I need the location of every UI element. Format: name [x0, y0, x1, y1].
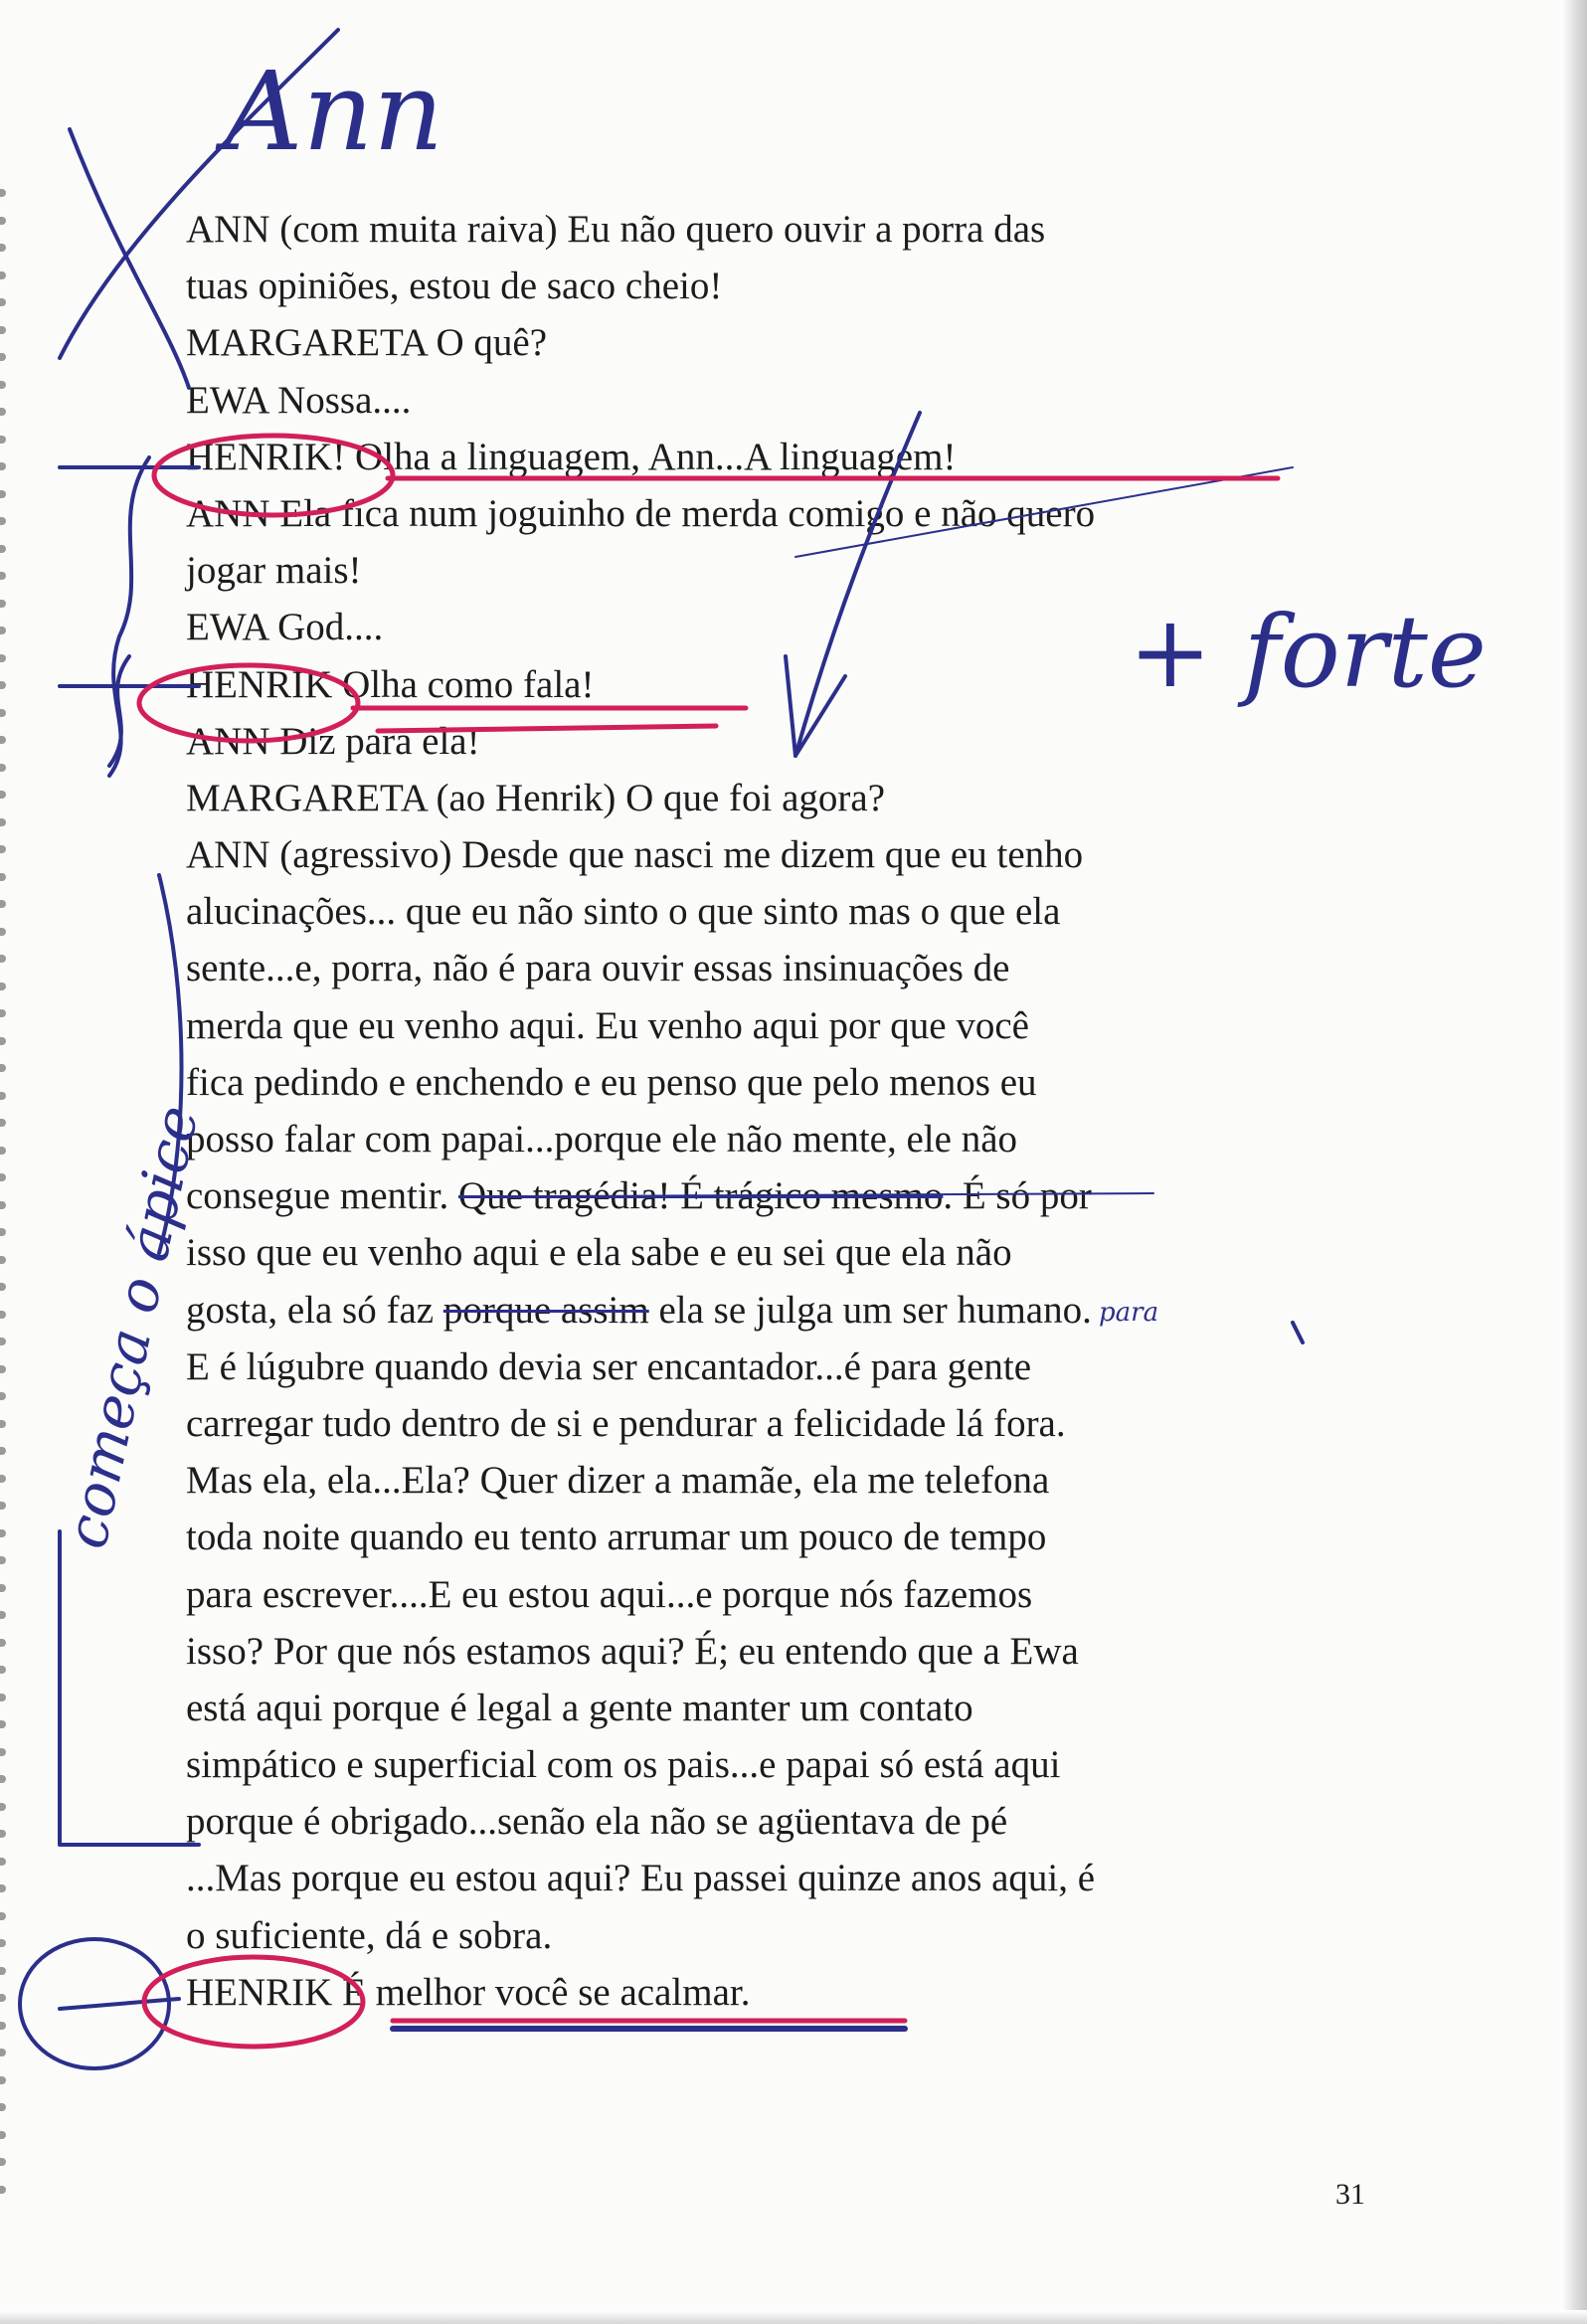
binding-hole — [0, 1119, 6, 1127]
script-line: alucinações... que eu não sinto o que sinto mas o que ela — [186, 890, 1061, 934]
line-text: . É só por — [943, 1174, 1092, 1218]
script-line: carregar tudo dentro de si e pendurar a felicidade lá fora. — [186, 1401, 1066, 1445]
binding-hole — [0, 1666, 6, 1674]
binding-hole — [0, 1064, 6, 1072]
binding-hole — [0, 189, 6, 197]
script-line: sente...e, porra, não é para ouvir essas insinuações de — [186, 947, 1010, 990]
script-line: tuas opiniões, estou de saco cheio! — [186, 265, 723, 308]
script-line: ANN Diz para ela! — [186, 719, 480, 763]
binding-hole — [0, 2186, 6, 2194]
page-number: 31 — [1335, 2178, 1365, 2211]
binding-hole — [0, 1201, 6, 1209]
script-line: HENRIK Olha como fala! — [186, 662, 595, 706]
binding-hole — [0, 271, 6, 279]
binding-hole — [0, 1092, 6, 1100]
binding-hole — [0, 353, 6, 361]
page-edge-bottom — [0, 2310, 1587, 2324]
binding-hole — [0, 1720, 6, 1728]
binding-hole — [0, 1256, 6, 1264]
binding-hole — [0, 736, 6, 744]
struck-text: porque assim — [442, 1288, 649, 1332]
script-line: isso que eu venho aqui e ela sabe e eu sei que ela não — [186, 1231, 1012, 1275]
binding-holes — [0, 189, 8, 2198]
script-line: para escrever....E eu estou aqui...e porque nós fazemos — [186, 1572, 1033, 1616]
binding-hole — [0, 2103, 6, 2111]
binding-hole — [0, 1447, 6, 1455]
binding-hole — [0, 1556, 6, 1564]
line-text: consegue mentir. — [186, 1174, 459, 1218]
script-line: ANN Ela fica num joguinho de merda comigo e não quero — [186, 491, 1096, 535]
script-line — [186, 1282, 1399, 1339]
binding-hole — [0, 1338, 6, 1345]
binding-hole — [0, 1775, 6, 1783]
binding-hole — [0, 1173, 6, 1181]
binding-hole — [0, 1420, 6, 1428]
binding-hole — [0, 2022, 6, 2030]
binding-hole — [0, 1967, 6, 1975]
script-line: ANN (com muita raiva) Eu não quero ouvir a porra das — [186, 208, 1046, 251]
binding-hole — [0, 1912, 6, 1920]
circled-number — [20, 1939, 169, 2068]
binding-hole — [0, 1884, 6, 1892]
binding-hole — [0, 408, 6, 416]
binding-hole — [0, 928, 6, 936]
binding-hole — [0, 983, 6, 990]
binding-hole — [0, 462, 6, 470]
binding-hole — [0, 709, 6, 717]
script-line: está aqui porque é legal a gente manter um contato — [186, 1686, 973, 1729]
margin-bracket — [159, 875, 182, 1253]
binding-hole — [0, 818, 6, 826]
binding-hole — [0, 545, 6, 553]
script-line: o suficiente, dá e sobra. — [186, 1913, 553, 1957]
binding-hole — [0, 791, 6, 799]
binding-hole — [0, 1037, 6, 1045]
binding-hole — [0, 1529, 6, 1537]
script-line: HENRIK É melhor você se acalmar. — [186, 1970, 751, 2014]
binding-hole — [0, 1830, 6, 1838]
binding-hole — [0, 517, 6, 525]
binding-hole — [0, 1858, 6, 1866]
binding-hole — [0, 2158, 6, 2166]
binding-hole — [0, 626, 6, 634]
binding-hole — [0, 1147, 6, 1155]
margin-scribble — [109, 656, 129, 766]
binding-hole — [0, 1939, 6, 1947]
binding-hole — [0, 1392, 6, 1400]
script-line: simpático e superficial com os pais...e papai só está aqui — [186, 1743, 1061, 1787]
binding-hole — [0, 1803, 6, 1811]
script-line: EWA God.... — [186, 606, 384, 649]
binding-hole — [0, 1283, 6, 1291]
binding-hole — [0, 1009, 6, 1017]
binding-hole — [0, 2049, 6, 2056]
binding-hole — [0, 244, 6, 252]
handwritten-insert: para — [1099, 1298, 1159, 1328]
handwritten-vertical-note: começa o ápice — [52, 1100, 212, 1554]
page-edge-right — [1561, 0, 1587, 2324]
binding-hole — [0, 2076, 6, 2084]
script-line: ANN (agressivo) Desde que nasci me dizem que eu tenho — [186, 833, 1084, 877]
binding-hole — [0, 436, 6, 444]
binding-hole — [0, 1502, 6, 1510]
script-line: jogar mais! — [186, 549, 362, 593]
script-line: fica pedindo e enchendo e eu penso que pelo menos eu — [186, 1060, 1037, 1104]
binding-hole — [0, 1311, 6, 1319]
margin-x-stroke — [70, 129, 189, 388]
binding-hole — [0, 900, 6, 908]
script-line: ...Mas porque eu estou aqui? Eu passei quinze anos aqui, é — [186, 1857, 1096, 1900]
script-line: isso? Por que nós estamos aqui? É; eu entendo que a Ewa — [186, 1629, 1079, 1673]
binding-hole — [0, 1994, 6, 2002]
binding-hole — [0, 217, 6, 225]
binding-hole — [0, 681, 6, 689]
binding-hole — [0, 1611, 6, 1619]
line-text: ela se julga um ser humano. — [648, 1288, 1092, 1332]
binding-hole — [0, 1748, 6, 1756]
binding-hole — [0, 654, 6, 662]
binding-hole — [0, 1475, 6, 1483]
line-text: gosta, ela só faz — [186, 1288, 443, 1332]
script-line — [186, 1167, 1399, 1224]
binding-hole — [0, 873, 6, 881]
script-line: posso falar com papai...porque ele não mente, ele não — [186, 1118, 1018, 1161]
handwritten-note: + forte — [1129, 594, 1487, 710]
script-line: toda noite quando eu tento arrumar um pouco de tempo — [186, 1516, 1047, 1559]
binding-hole — [0, 326, 6, 334]
binding-hole — [0, 1639, 6, 1647]
handwritten-name: Ann — [224, 48, 444, 175]
script-line: MARGARETA (ao Henrik) O que foi agora? — [186, 776, 886, 819]
script-line: E é lúgubre quando devia ser encantador...é para gente — [186, 1344, 1032, 1388]
binding-hole — [0, 1694, 6, 1701]
binding-hole — [0, 955, 6, 963]
circled-number-stroke — [60, 1999, 179, 2009]
script-line: porque é obrigado...senão ela não se agüentava de pé — [186, 1800, 1008, 1844]
binding-hole — [0, 845, 6, 853]
binding-hole — [0, 2131, 6, 2139]
binding-hole — [0, 490, 6, 498]
margin-bracket — [60, 1531, 199, 1845]
script-line: MARGARETA O quê? — [186, 321, 548, 365]
binding-hole — [0, 1365, 6, 1373]
binding-hole — [0, 572, 6, 580]
binding-hole — [0, 764, 6, 772]
script-line: EWA Nossa.... — [186, 378, 412, 422]
margin-scribble — [109, 457, 149, 776]
script-line: Mas ela, ela...Ela? Quer dizer a mamãe, ela me telefona — [186, 1459, 1050, 1503]
struck-text: Que tragédia! É trágico mesmo — [458, 1174, 944, 1218]
script-line: merda que eu venho aqui. Eu venho aqui por que você — [186, 1003, 1029, 1047]
binding-hole — [0, 381, 6, 389]
binding-hole — [0, 1228, 6, 1236]
binding-hole — [0, 600, 6, 608]
script-text — [186, 201, 1399, 2021]
script-line: HENRIK! Olha a linguagem, Ann...A linguagem! — [186, 435, 957, 478]
binding-hole — [0, 1584, 6, 1592]
binding-hole — [0, 298, 6, 306]
